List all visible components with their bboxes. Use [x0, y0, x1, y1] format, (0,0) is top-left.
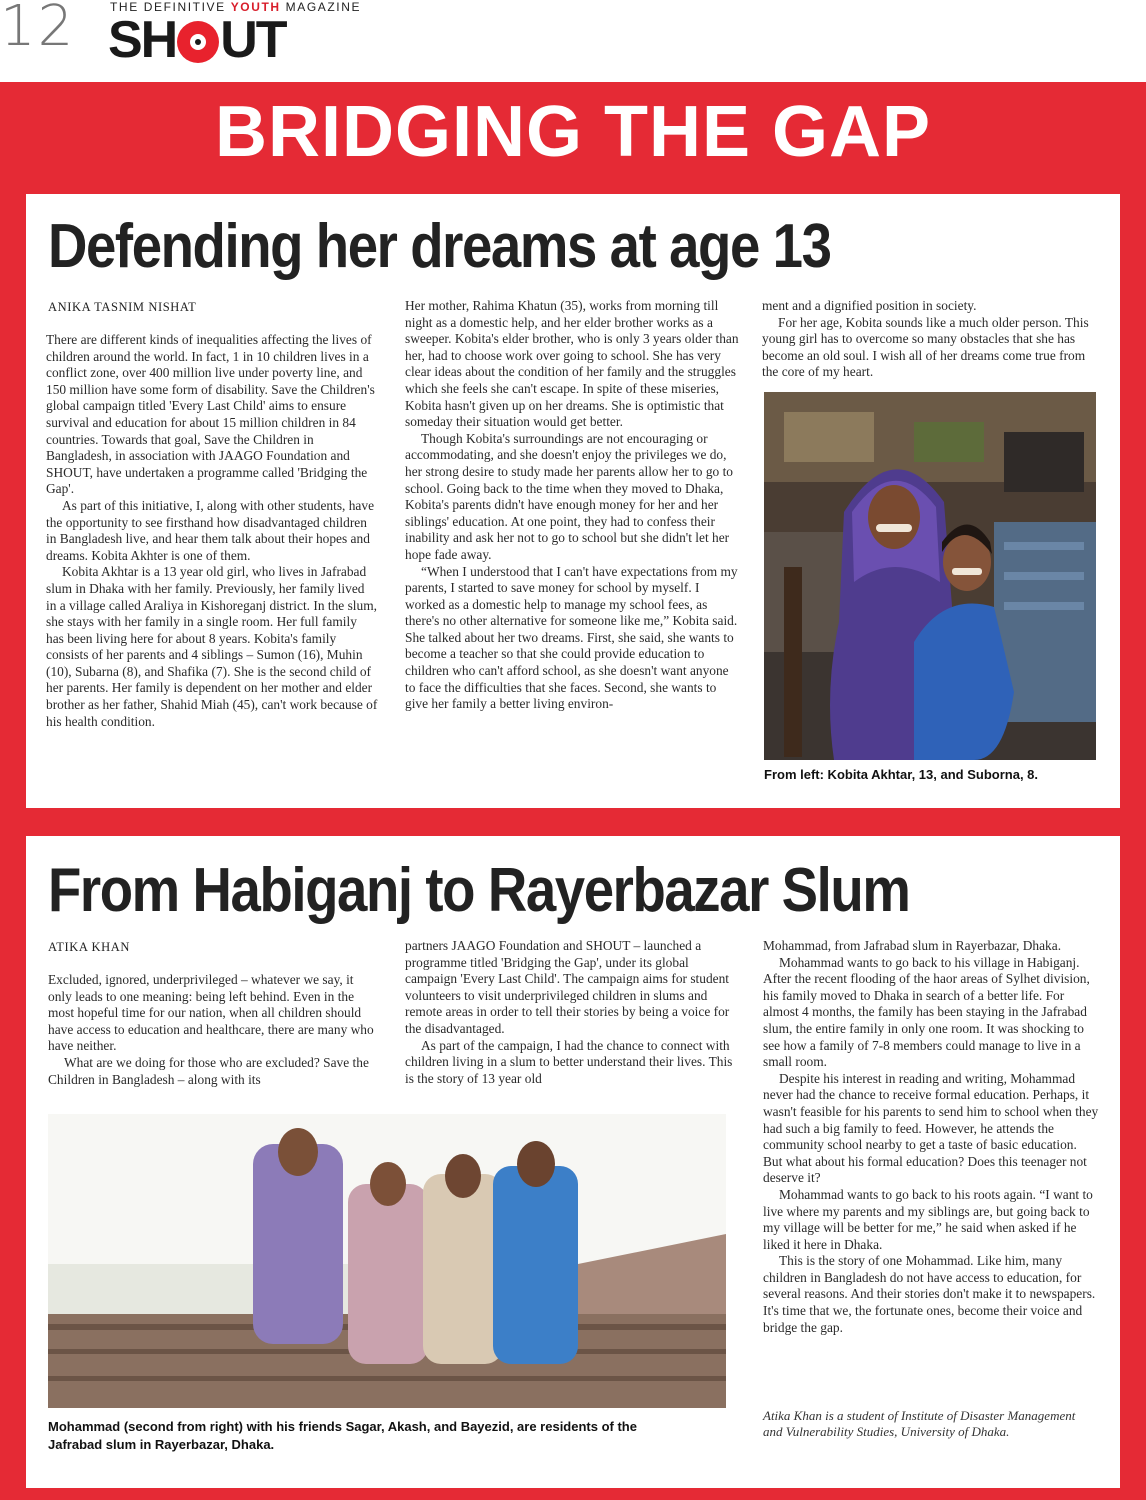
- paragraph: What are we doing for those who are excluded? Save the Children in Bangladesh – along with its: [48, 1054, 369, 1087]
- paragraph: This is the story of one Mohammad. Like him, many children in Bangladesh do not have access to education, for several reasons. And their stories don't make it to newspapers. It's time that we, the fortunate ones, become their voice and bridge the gap.: [763, 1253, 1096, 1335]
- article-2-column-3: [763, 938, 1099, 1336]
- article-1-column-2: [405, 298, 739, 713]
- page-number: 12: [0, 0, 76, 59]
- masthead: [0, 0, 1146, 82]
- paragraph: For her age, Kobita sounds like a much older person. This young girl has to overcome so many obstacles that she has become an old soul. I wish all of her dreams come true from the core of my heart.: [762, 314, 1089, 380]
- author-note: Atika Khan is a student of Institute of Disaster Management and Vulnerability Studies, University of Dhaka.: [763, 1408, 1076, 1439]
- paragraph: Excluded, ignored, underprivileged – whatever we say, it only leads to one meaning: being left behind. Even in the most hopeful time for our nation, when all children should have access to education and healthcare, there are many who have neither.: [48, 972, 374, 1054]
- article-1-column-3: [762, 298, 1100, 381]
- tagline-accent: YOUTH: [230, 0, 281, 14]
- article-2-byline: ATIKA KHAN: [48, 940, 131, 954]
- photo-illustration: [48, 1114, 726, 1408]
- paragraph: Mohammad wants to go back to his roots again. “I want to live where my parents and my siblings are, but going back to my village will be better for me,” he said when asked if he liked it here in Dhaka.: [763, 1186, 1093, 1252]
- article-2-headline: From Habiganj to Rayerbazar Slum: [48, 856, 910, 925]
- article-panel-1: [26, 194, 1120, 808]
- article-2-column-1: [48, 972, 378, 1088]
- logo-text-end: UT: [220, 11, 286, 69]
- article-1-byline: ANIKA TASNIM NISHAT: [48, 300, 197, 314]
- paragraph: Kobita Akhtar is a 13 year old girl, who lives in Jafrabad slum in Dhaka with her family. Previously, her family lived in a village called Araliya in Kishoreganj district. In the slum, she stays with her family in a single room. Her full family has been living here for about 8 years. Kobita's family consists of her parents and 4 siblings – Sumon (16), Muhin (10), Subarna (8), and Shafika (7). She is the second child of her parents. Her family is dependent on her mother and elder brother as her father, Shahid Miah (45), can't work because of his health condition.: [46, 564, 378, 729]
- tagline-text-end: MAGAZINE: [285, 0, 362, 14]
- paragraph: ment and a dignified position in society.: [762, 298, 977, 313]
- photo-illustration: [764, 392, 1096, 760]
- article-2-column-2: [405, 938, 739, 1087]
- article-1-column-1: [46, 332, 378, 730]
- paragraph: Despite his interest in reading and writing, Mohammad never had the chance to receive formal education. Perhaps, it wasn't feasible for his parents to send him to school when they had such a big family to feed. However, he attends the community school nearby to get a taste of basic education. But what about his formal education? Does this teenager not deserve it?: [763, 1070, 1099, 1186]
- shout-logo: [108, 11, 286, 69]
- article-panel-2: [26, 836, 1120, 1488]
- paragraph: partners JAAGO Foundation and SHOUT – launched a programme titled 'Bridging the Gap', under its global campaign 'Every Last Child'. The campaign aims for student volunteers to visit underprivileged children in slums and remote areas in order to tell their stories by being a voice for the disadvantaged.: [405, 938, 730, 1036]
- paragraph: Her mother, Rahima Khatun (35), works from morning till night as a domestic help, and her elder brother works as a sweeper. Kobita's elder brother, who is only 3 years older than her, had to choose work over going to school. She has very clear ideas about the condition of her family and the struggles which she feels she can't escape. In spite of these miseries, Kobita hasn't given up on her dreams. She is optimistic that someday their situation would get better.: [405, 298, 739, 430]
- paragraph: Though Kobita's surroundings are not encouraging or accommodating, and she doesn't enjoy the privileges we do, her strong desire to study made her parents allow her to go to school. Going back to the time when they moved to Dhaka, Kobita's parents didn't have enough money for her and her siblings' education. At one point, they had to confess their inability and ask her not to go to school but she didn't let her hope fade away.: [405, 430, 733, 562]
- photo-caption-2: Mohammad (second from right) with his friends Sagar, Akash, and Bayezid, are residents of the Jafrabad slum in Rayerbazar, Dhaka.: [48, 1419, 637, 1452]
- paragraph: Mohammad wants to go back to his village in Habiganj. After the recent flooding of the haor areas of Sylhet division, his family moved to Dhaka in search of a better life. For almost 4 months, the family has been staying in the Jafrabad slum, the entire family in only one room. It was shocking to see how a family of 7-8 members could manage to live in a small room.: [763, 954, 1090, 1070]
- article-1-headline: Defending her dreams at age 13: [48, 212, 831, 281]
- paragraph: There are different kinds of inequalities affecting the lives of children around the world. In fact, 1 in 10 children lives in a conflict zone, over 400 million live under poverty line, and 150 million have some form of disability. Save the Children's global campaign titled 'Every Last Child' aims to ensure survival and education for about 15 million children in 84 countries. Towards that goal, Save the Children in Bangladesh, in association with JAAGO Foundation and SHOUT, have undertaken a programme called 'Bridging the Gap'.: [46, 332, 375, 497]
- logo-text-start: SH: [108, 11, 177, 69]
- paragraph: As part of this initiative, I, along with other students, have the opportunity to see firsthand how disadvantaged children in Bangladesh live, and hear them talk about their hopes and dreams. Kobita Akhter is one of them.: [46, 497, 375, 563]
- paragraph: “When I understood that I can't have expectations from my parents, I started to save money for school by myself. I worked as a domestic help to manage my school fees, as there's no other alternative for someone like me,” Kobita said. She talked about her two dreams. First, she said, she wants to become a teacher so that she could provide education to children who can't afford school, as she doesn't want anyone to face the difficulties that she faces. Second, she wants to give her family a better living environ-: [405, 563, 738, 712]
- tagline-text-start: THE DEFINITIVE: [110, 0, 226, 14]
- paragraph: As part of the campaign, I had the chance to connect with children living in a slum to better understand their lives. This is the story of 13 year old: [405, 1037, 733, 1086]
- photo-kobita-and-suborna: [764, 392, 1096, 760]
- target-logo-icon: [177, 21, 219, 63]
- photo-mohammad-and-friends: [48, 1114, 726, 1408]
- section-title: BRIDGING THE GAP: [214, 92, 932, 172]
- paragraph: Mohammad, from Jafrabad slum in Rayerbazar, Dhaka.: [763, 938, 1062, 953]
- photo-caption-1: From left: Kobita Akhtar, 13, and Suborna, 8.: [764, 767, 1039, 782]
